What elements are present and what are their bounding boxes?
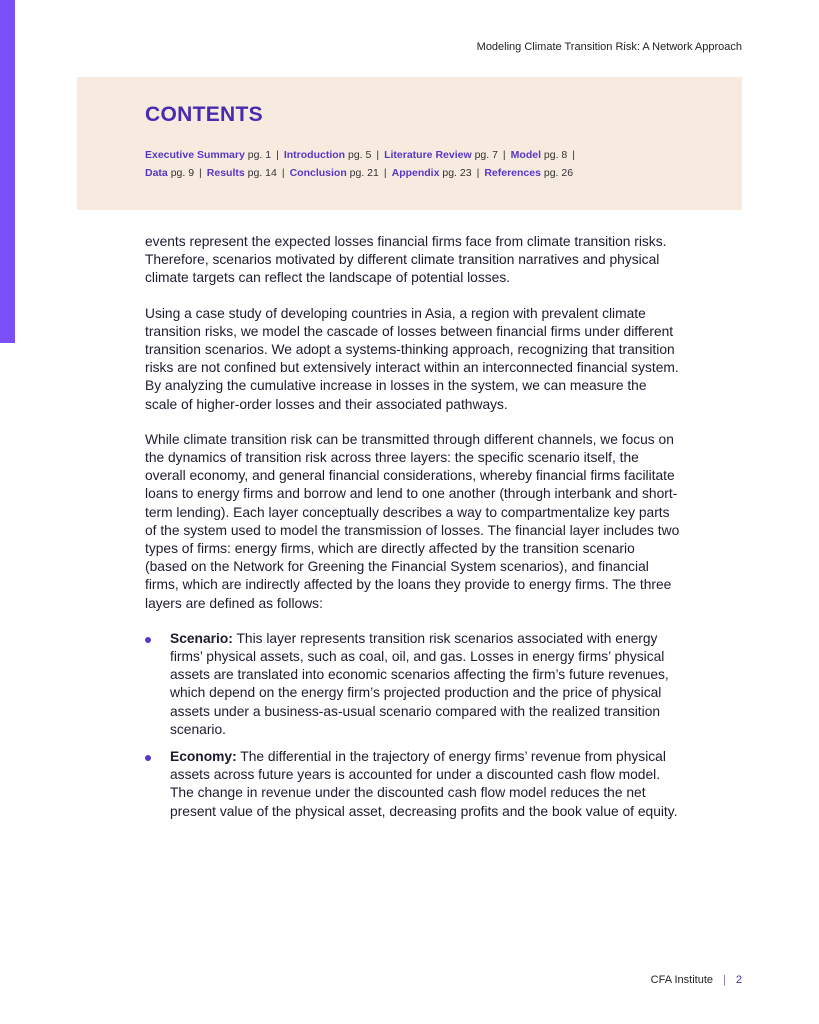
body-paragraph: While climate transition risk can be transmitted through different channels, we focus on the dynamics of transition risk across three layers: the specific scenario itself, the overall economy, and general financial considerations, whereby financial firms facilitate loans to energy firms and borrow and lend to one another (through interbank and short-term lending). Each layer conceptually describes a way to compartmentalize key parts of the system used to model the transmission of losses. The financial layer includes two types of firms: energy firms, which are directly affected by the transition scenario (based on the Network for Greening the Financial System scenarios), and financial firms, which are indirectly affected by the loans they provide to energy firms. The three layers are defined as follows: <box>145 431 680 611</box>
page-number: 2 <box>735 974 742 986</box>
toc-link-results[interactable]: Results <box>206 167 245 179</box>
footer-publisher: CFA Institute <box>650 974 714 986</box>
toc-page: pg. 7 <box>474 149 498 161</box>
toc-separator: | <box>199 167 202 179</box>
toc-link-literature-review[interactable]: Literature Review <box>384 149 472 161</box>
contents-title: CONTENTS <box>145 103 263 126</box>
list-item <box>145 748 680 821</box>
list-item <box>145 630 680 739</box>
toc-link-model[interactable]: Model <box>510 149 541 161</box>
toc-link-introduction[interactable]: Introduction <box>283 149 346 161</box>
toc-page: pg. 14 <box>247 167 277 179</box>
toc-separator: | <box>502 149 506 161</box>
toc-link-conclusion[interactable]: Conclusion <box>289 167 347 179</box>
toc-page: pg. 8 <box>543 149 568 161</box>
toc-separator: | <box>281 167 285 179</box>
bullet-term: Economy: <box>170 749 237 765</box>
bullet-dot-icon <box>145 755 151 761</box>
toc-link-executive-summary[interactable]: Executive Summary <box>145 149 245 161</box>
toc-page: pg. 1 <box>247 149 272 161</box>
footer-separator: | <box>723 974 726 986</box>
toc-separator: | <box>572 149 576 161</box>
body-paragraph: Using a case study of developing countries in Asia, a region with prevalent climate transition risks, we model the cascade of losses between financial firms under different transition scenarios. We adopt a systems-thinking approach, recognizing that transition risks are not confined but extensively interact within an interconnected financial system. By analyzing the cumulative increase in losses in the system, we can measure the scale of higher-order losses and their associated pathways. <box>145 305 679 412</box>
bullet-dot-icon <box>145 637 151 643</box>
toc-page: pg. 21 <box>349 167 379 179</box>
toc-separator: | <box>276 149 279 161</box>
toc-link-data[interactable]: Data <box>145 167 168 179</box>
bullet-term: Scenario: <box>170 630 233 646</box>
toc-link-references[interactable]: References <box>484 167 541 179</box>
page-footer <box>651 974 742 986</box>
toc-separator: | <box>383 167 387 179</box>
toc-page: pg. 26 <box>543 167 574 179</box>
toc-separator: | <box>476 167 480 179</box>
bullet-text: This layer represents transition risk scenarios associated with energy firms’ physical assets, such as coal, oil, and gas. Losses in energy firms’ physical assets are translated into economic scenarios affecting the firm’s future revenues, which depend on the energy firm’s projected production and the price of physical assets under a business-as-usual scenario compared with the realized transition scenario. <box>170 630 669 737</box>
layer-definitions-list <box>145 630 680 821</box>
contents-box <box>77 77 742 210</box>
toc-page: pg. 5 <box>348 149 372 161</box>
toc-page: pg. 23 <box>442 167 472 179</box>
toc-page: pg. 9 <box>170 167 195 179</box>
body-paragraph: events represent the expected losses financial firms face from climate transition risks. Therefore, scenarios motivated by different climate transition narratives and physical climate targets can reflect the landscape of potential losses. <box>145 234 667 286</box>
toc-link-appendix[interactable]: Appendix <box>391 167 440 179</box>
main-body <box>145 233 680 830</box>
running-header: Modeling Climate Transition Risk: A Network Approach <box>476 41 742 53</box>
bullet-text: The differential in the trajectory of energy firms’ revenue from physical assets across future years is accounted for under a discounted cash flow model. The change in revenue under the discounted cash flow model reduces the net present value of the physical asset, decreasing profits and the book value of equity. <box>170 749 678 819</box>
toc-separator: | <box>376 149 380 161</box>
table-of-contents <box>145 146 705 182</box>
accent-side-bar <box>0 0 15 343</box>
